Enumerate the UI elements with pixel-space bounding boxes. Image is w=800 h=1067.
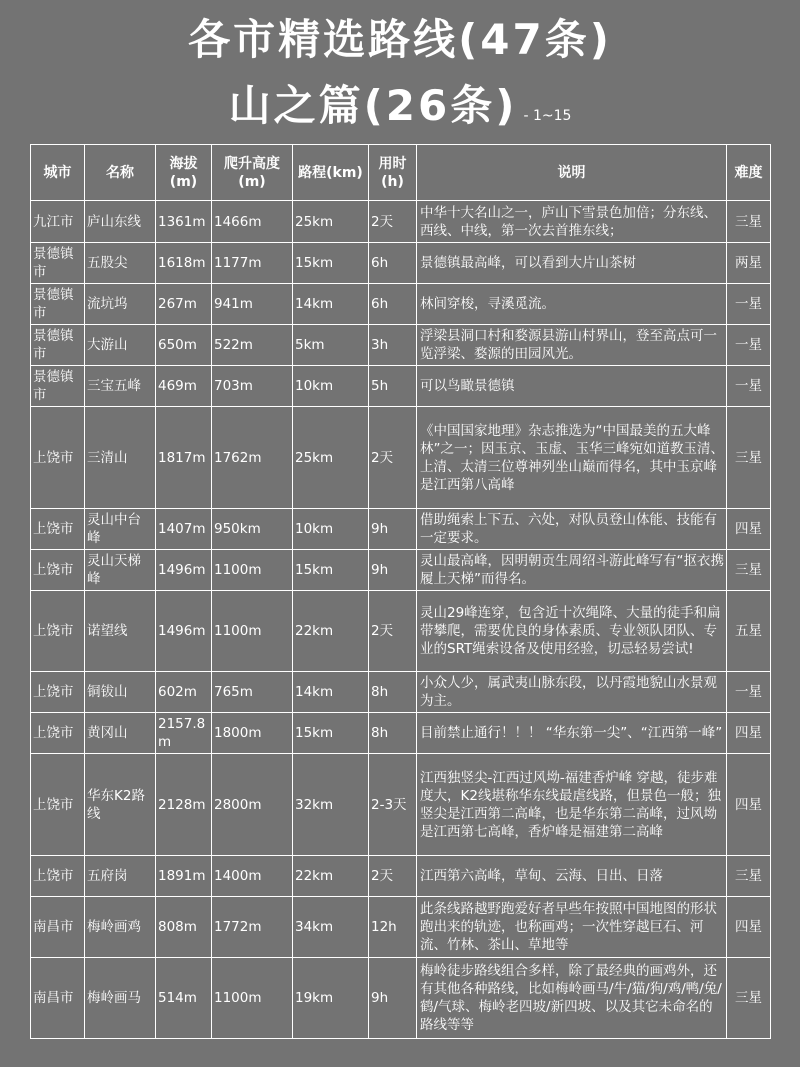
cell-difficulty: 两星: [727, 243, 771, 284]
cell-difficulty: 一星: [727, 672, 771, 713]
cell-duration: 12h: [369, 897, 417, 958]
header-duration: 用时(h): [369, 145, 417, 201]
cell-distance: 19km: [293, 958, 369, 1039]
cell-duration: 8h: [369, 672, 417, 713]
cell-difficulty: 四星: [727, 509, 771, 550]
cell-altitude: 1496m: [156, 550, 212, 591]
table-row: [31, 897, 771, 958]
cell-altitude: 602m: [156, 672, 212, 713]
cell-city: 南昌市: [31, 958, 85, 1039]
title-line2: [0, 74, 800, 148]
cell-description: 可以鸟瞰景德镇: [417, 366, 727, 407]
cell-distance: 5km: [293, 325, 369, 366]
cell-name: 五府岗: [85, 856, 156, 897]
cell-altitude: 2128m: [156, 754, 212, 856]
cell-description: 灵山最高峰，因明朝贡生周绍斗游此峰写有“抠衣携履上天梯”而得名。: [417, 550, 727, 591]
cell-distance: 25km: [293, 407, 369, 509]
cell-city: 上饶市: [31, 672, 85, 713]
cell-description: 景德镇最高峰，可以看到大片山茶树: [417, 243, 727, 284]
cell-name: 诺望线: [85, 591, 156, 672]
cell-distance: 22km: [293, 856, 369, 897]
cell-difficulty: 四星: [727, 713, 771, 754]
table-row: [31, 856, 771, 897]
cell-altitude: 2157.8m: [156, 713, 212, 754]
routes-table: [30, 144, 771, 1039]
cell-distance: 15km: [293, 713, 369, 754]
cell-name: 三宝五峰: [85, 366, 156, 407]
cell-climb: 1762m: [212, 407, 293, 509]
title-line1: 各市精选路线(47条): [188, 15, 612, 64]
cell-distance: 10km: [293, 366, 369, 407]
cell-duration: 2天: [369, 856, 417, 897]
range-note: - 1~15: [523, 108, 572, 124]
cell-altitude: 1361m: [156, 201, 212, 243]
cell-distance: 25km: [293, 201, 369, 243]
cell-name: 华东K2路线: [85, 754, 156, 856]
cell-description: 林间穿梭，寻溪觅流。: [417, 284, 727, 325]
table-row: [31, 325, 771, 366]
cell-city: 景德镇市: [31, 243, 85, 284]
table-row: [31, 754, 771, 856]
cell-difficulty: 三星: [727, 856, 771, 897]
cell-name: 铜钹山: [85, 672, 156, 713]
cell-duration: 6h: [369, 284, 417, 325]
cell-name: 灵山天梯峰: [85, 550, 156, 591]
cell-distance: 22km: [293, 591, 369, 672]
table-row: [31, 243, 771, 284]
cell-name: 流坑坞: [85, 284, 156, 325]
cell-distance: 10km: [293, 509, 369, 550]
cell-altitude: 1407m: [156, 509, 212, 550]
cell-city: 上饶市: [31, 591, 85, 672]
cell-duration: 3h: [369, 325, 417, 366]
cell-city: 上饶市: [31, 713, 85, 754]
cell-difficulty: 五星: [727, 591, 771, 672]
cell-climb: 522m: [212, 325, 293, 366]
cell-difficulty: 一星: [727, 366, 771, 407]
cell-city: 上饶市: [31, 407, 85, 509]
cell-duration: 6h: [369, 243, 417, 284]
cell-description: 江西第六高峰，草甸、云海、日出、日落: [417, 856, 727, 897]
cell-description: 小众人少，属武夷山脉东段，以丹霞地貌山水景观为主。: [417, 672, 727, 713]
cell-duration: 9h: [369, 958, 417, 1039]
cell-name: 梅岭画马: [85, 958, 156, 1039]
cell-altitude: 808m: [156, 897, 212, 958]
header-name: 名称: [85, 145, 156, 201]
cell-distance: 34km: [293, 897, 369, 958]
cell-altitude: 469m: [156, 366, 212, 407]
cell-city: 九江市: [31, 201, 85, 243]
cell-difficulty: 四星: [727, 897, 771, 958]
cell-distance: 32km: [293, 754, 369, 856]
cell-description: 江西独竖尖-江西过风坳-福建香炉峰 穿越，徒步难度大，K2线堪称华东线最虐线路，但景色一般；独竖尖是江西第二高峰，也是华东第二高峰，过风坳是江西第七高峰，香炉峰是福建第二高峰: [417, 754, 727, 856]
table-row: [31, 509, 771, 550]
cell-climb: 765m: [212, 672, 293, 713]
cell-description: 梅岭徒步路线组合多样，除了最经典的画鸡外，还有其他各种路线，比如梅岭画马/牛/猫/狗/鸡/鸭/兔/鹤/气球、梅岭老四坡/新四坡、以及其它未命名的路线等等: [417, 958, 727, 1039]
cell-city: 南昌市: [31, 897, 85, 958]
cell-duration: 5h: [369, 366, 417, 407]
table-row: [31, 672, 771, 713]
cell-difficulty: 四星: [727, 754, 771, 856]
cell-climb: 703m: [212, 366, 293, 407]
cell-difficulty: 三星: [727, 407, 771, 509]
table-row: [31, 550, 771, 591]
cell-name: 梅岭画鸡: [85, 897, 156, 958]
cell-description: 灵山29峰连穿，包含近十次绳降、大量的徒手和扁带攀爬，需要优良的身体素质、专业领队团队、专业的SRT绳索设备及使用经验，切忌轻易尝试!: [417, 591, 727, 672]
cell-description: 目前禁止通行！！！ “华东第一尖”、“江西第一峰”: [417, 713, 727, 754]
cell-name: 黄冈山: [85, 713, 156, 754]
cell-climb: 2800m: [212, 754, 293, 856]
cell-altitude: 1618m: [156, 243, 212, 284]
cell-duration: 2-3天: [369, 754, 417, 856]
cell-description: 中华十大名山之一，庐山下雪景色加倍；分东线、西线、中线，第一次去首推东线；: [417, 201, 727, 243]
cell-difficulty: 一星: [727, 284, 771, 325]
header-distance: 路程(km): [293, 145, 369, 201]
cell-city: 景德镇市: [31, 284, 85, 325]
cell-name: 大游山: [85, 325, 156, 366]
table-body: [31, 201, 771, 1039]
cell-difficulty: 三星: [727, 550, 771, 591]
cell-duration: 8h: [369, 713, 417, 754]
cell-altitude: 650m: [156, 325, 212, 366]
cell-duration: 2天: [369, 201, 417, 243]
cell-name: 灵山中台峰: [85, 509, 156, 550]
title-line2-text: 山之篇(26条): [228, 81, 518, 130]
cell-city: 上饶市: [31, 509, 85, 550]
cell-duration: 9h: [369, 550, 417, 591]
cell-altitude: 514m: [156, 958, 212, 1039]
table-row: [31, 958, 771, 1039]
cell-distance: 15km: [293, 550, 369, 591]
cell-city: 景德镇市: [31, 325, 85, 366]
cell-climb: 1466m: [212, 201, 293, 243]
cell-difficulty: 三星: [727, 958, 771, 1039]
cell-distance: 14km: [293, 672, 369, 713]
table-row: [31, 591, 771, 672]
cell-altitude: 1496m: [156, 591, 212, 672]
cell-climb: 950km: [212, 509, 293, 550]
cell-climb: 1177m: [212, 243, 293, 284]
table-row: [31, 366, 771, 407]
table-row: [31, 284, 771, 325]
header-description: 说明: [417, 145, 727, 201]
cell-climb: 1800m: [212, 713, 293, 754]
cell-duration: 2天: [369, 591, 417, 672]
cell-city: 上饶市: [31, 856, 85, 897]
cell-description: 浮梁县洞口村和婺源县游山村界山，登至高点可一览浮梁、婺源的田园风光。: [417, 325, 727, 366]
cell-climb: 1100m: [212, 591, 293, 672]
cell-duration: 2天: [369, 407, 417, 509]
table-row: [31, 201, 771, 243]
cell-city: 上饶市: [31, 550, 85, 591]
cell-altitude: 1817m: [156, 407, 212, 509]
table-header-row: [31, 145, 771, 201]
cell-distance: 14km: [293, 284, 369, 325]
header-altitude: 海拔(m): [156, 145, 212, 201]
cell-description: 《中国国家地理》杂志推选为“中国最美的五大峰林”之一；因玉京、玉虚、玉华三峰宛如道教玉清、上清、太清三位尊神列坐山巅而得名，其中玉京峰是江西第八高峰: [417, 407, 727, 509]
cell-description: 借助绳索上下五、六处，对队员登山体能、技能有一定要求。: [417, 509, 727, 550]
cell-distance: 15km: [293, 243, 369, 284]
cell-duration: 9h: [369, 509, 417, 550]
table-row: [31, 713, 771, 754]
cell-altitude: 267m: [156, 284, 212, 325]
cell-description: 此条线路越野跑爱好者早些年按照中国地图的形状跑出来的轨迹，也称画鸡；一次性穿越巨石、河流、竹林、茶山、草地等: [417, 897, 727, 958]
table-row: [31, 407, 771, 509]
cell-city: 景德镇市: [31, 366, 85, 407]
cell-climb: 941m: [212, 284, 293, 325]
cell-altitude: 1891m: [156, 856, 212, 897]
cell-difficulty: 三星: [727, 201, 771, 243]
header-city: 城市: [31, 145, 85, 201]
cell-climb: 1100m: [212, 958, 293, 1039]
header-difficulty: 难度: [727, 145, 771, 201]
cell-name: 庐山东线: [85, 201, 156, 243]
cell-city: 上饶市: [31, 754, 85, 856]
header-climb: 爬升高度(m): [212, 145, 293, 201]
cell-climb: 1772m: [212, 897, 293, 958]
cell-climb: 1100m: [212, 550, 293, 591]
cell-name: 五股尖: [85, 243, 156, 284]
cell-difficulty: 一星: [727, 325, 771, 366]
cell-name: 三清山: [85, 407, 156, 509]
cell-climb: 1400m: [212, 856, 293, 897]
